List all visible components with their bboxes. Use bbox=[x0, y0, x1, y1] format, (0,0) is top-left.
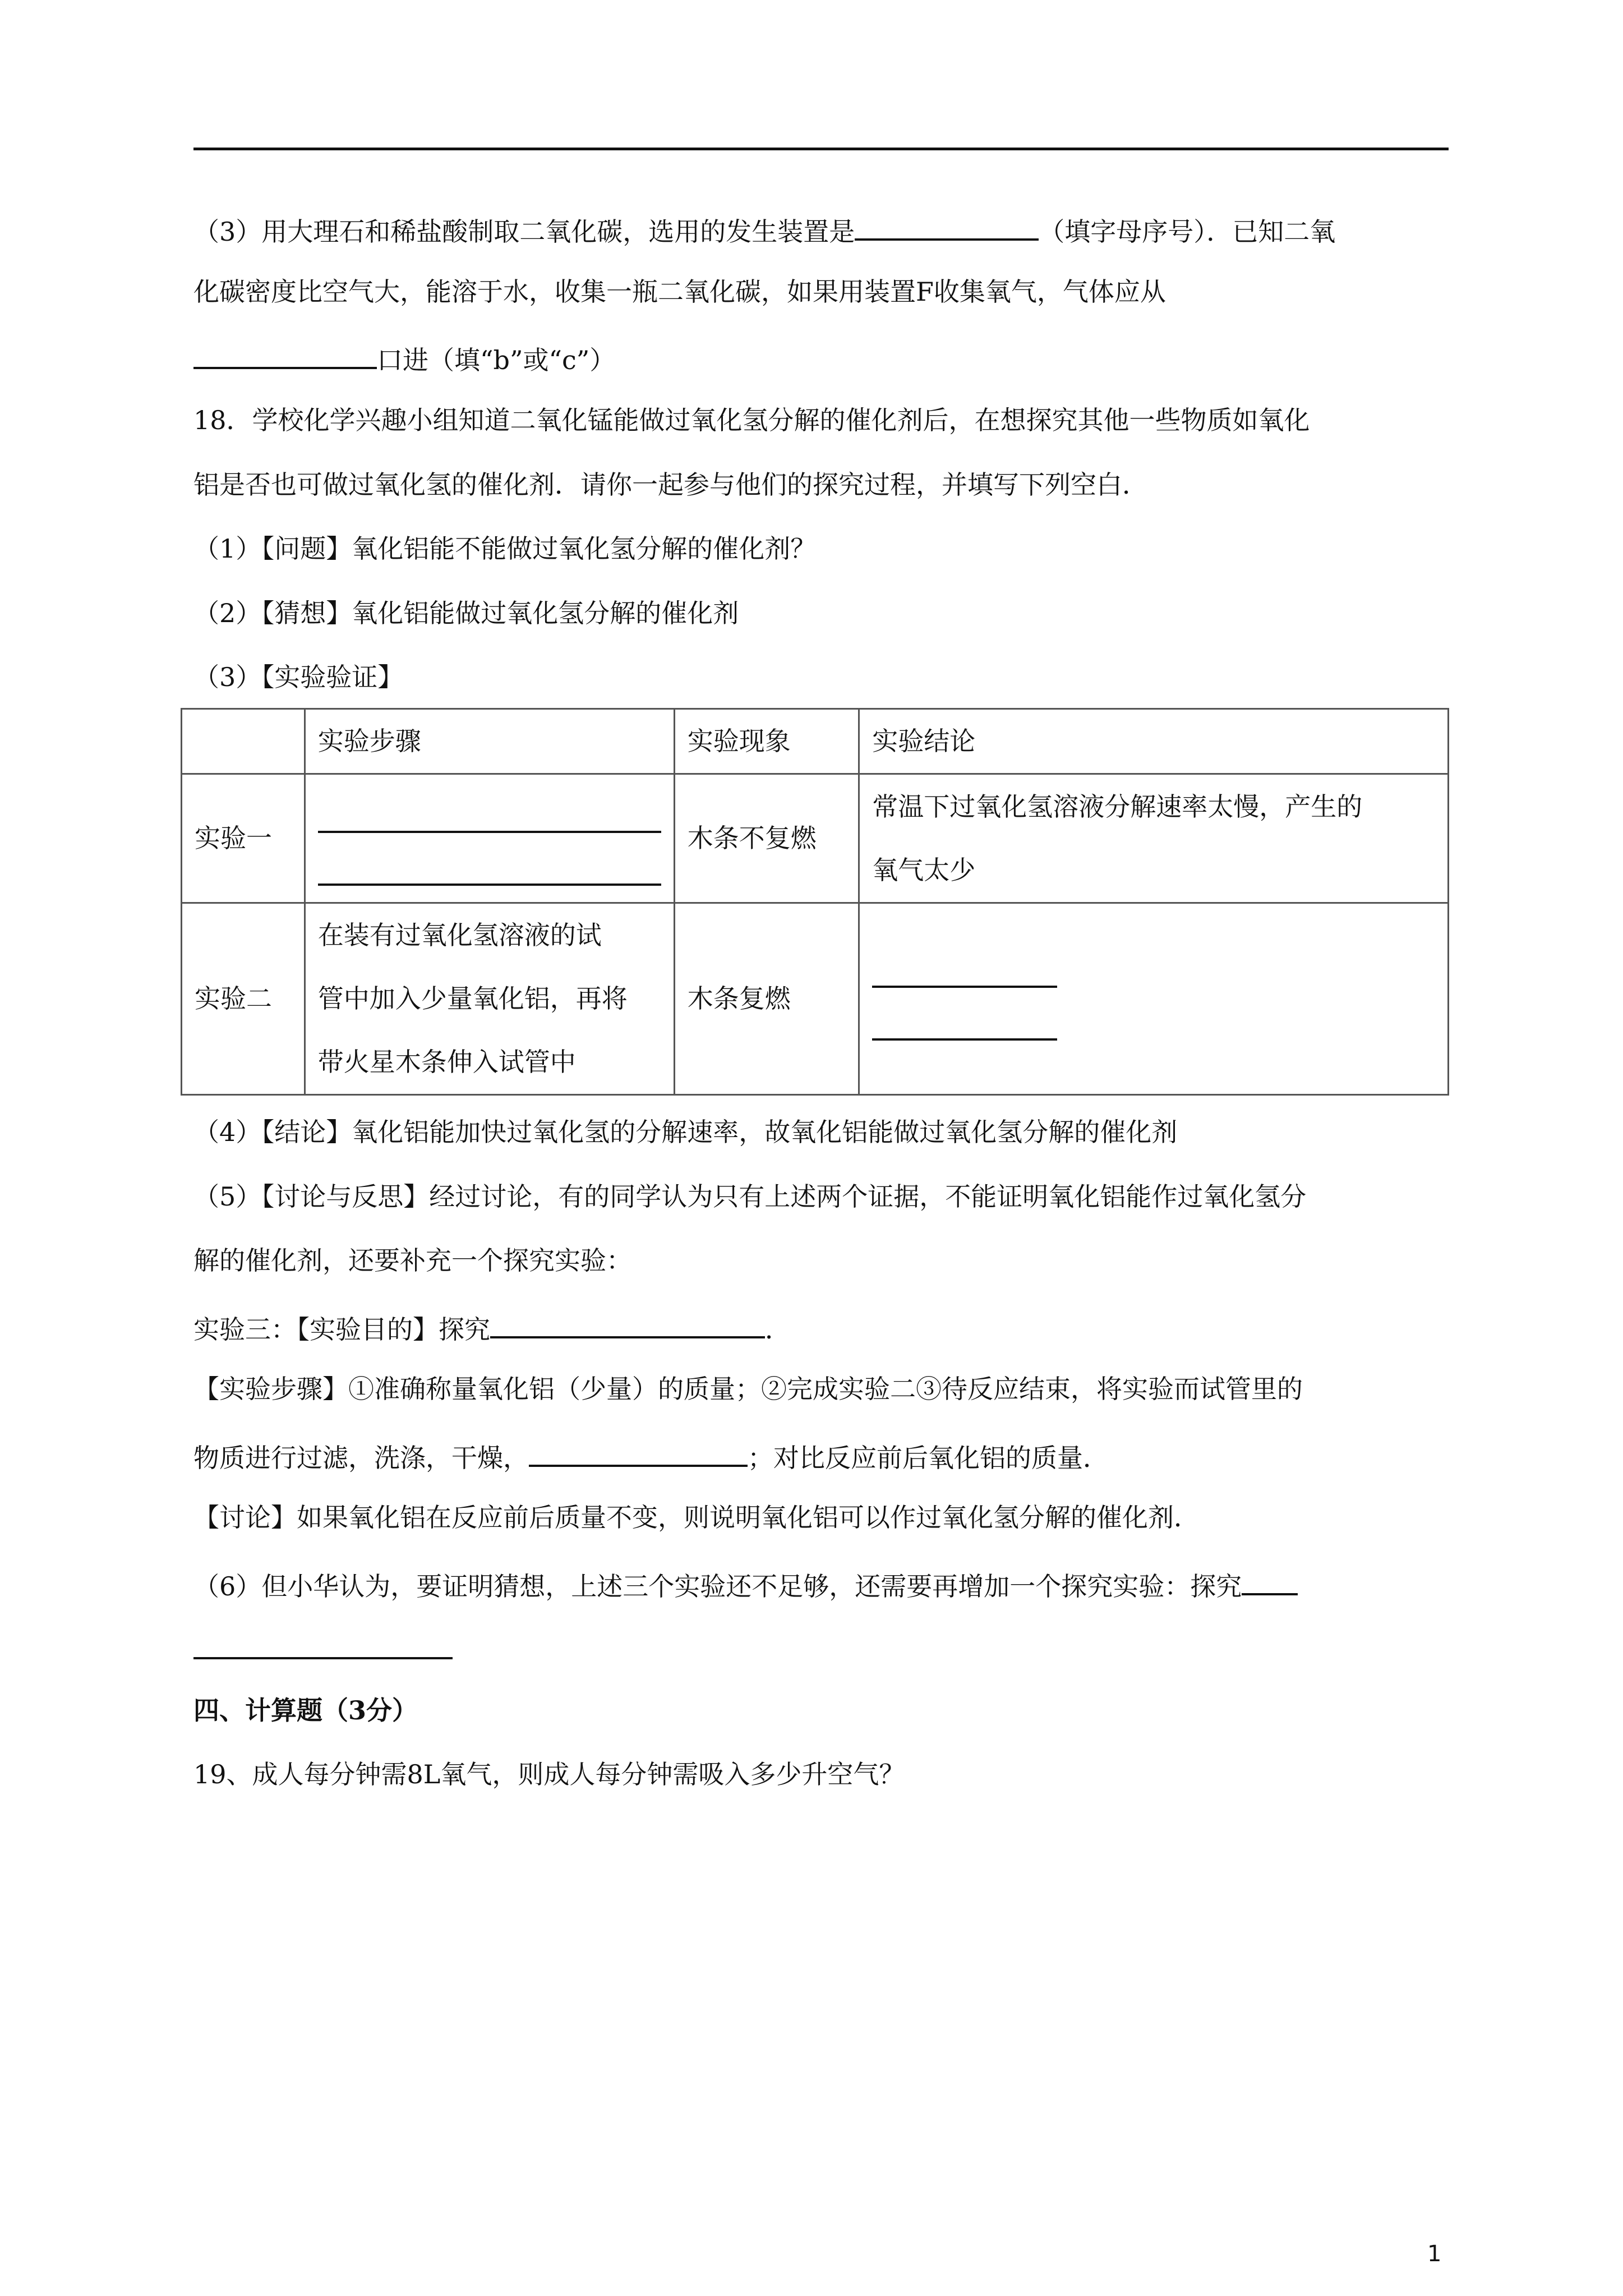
answer-blank[interactable] bbox=[529, 1437, 748, 1467]
q18-question: （1）【问题】氧化铝能不能做过氧化氢分解的催化剂？ bbox=[193, 533, 817, 564]
q18-discussion-line2: 解的催化剂，还要补充一个探究实验： bbox=[193, 1245, 632, 1276]
table-header-cell bbox=[182, 709, 305, 774]
step-cell: 在装有过氧化氢溶液的试 管中加入少量氧化铝，再将 带火星木条伸入试管中 bbox=[305, 903, 674, 1095]
q18-exp3-purpose: 实验三：【实验目的】探究 ． bbox=[193, 1308, 791, 1346]
answer-blank[interactable] bbox=[855, 210, 1039, 241]
experiment-table bbox=[181, 708, 1449, 1096]
phenomenon-cell: 木条不复燃 bbox=[674, 774, 859, 903]
q17-part3-line2: 化碳密度比空气大，能溶于水，收集一瓶二氧化碳，如果用装置F收集氧气，气体应从 bbox=[193, 277, 1166, 307]
q18-hypothesis: （2）【猜想】氧化铝能做过氧化氢分解的催化剂 bbox=[193, 598, 739, 628]
q18-part6: （6）但小华认为，要证明猜想，上述三个实验还不足够，还需要再增加一个探究实验：探究 bbox=[193, 1565, 1298, 1603]
table-header-cell: 实验结论 bbox=[859, 709, 1449, 774]
q17-part3-line3: 口进（填“b”或“c”） bbox=[193, 339, 615, 377]
step-cell bbox=[305, 774, 674, 903]
answer-blank[interactable] bbox=[193, 1629, 453, 1659]
header-rule bbox=[193, 148, 1449, 150]
row-label: 实验二 bbox=[182, 903, 305, 1095]
answer-blank[interactable] bbox=[490, 1308, 765, 1338]
table-header-row bbox=[182, 709, 1449, 774]
table-header-cell: 实验现象 bbox=[674, 709, 859, 774]
answer-blank[interactable] bbox=[872, 1005, 1057, 1041]
answer-blank[interactable] bbox=[872, 952, 1057, 988]
page-number: 1 bbox=[1427, 2241, 1442, 2267]
table-header-cell: 实验步骤 bbox=[305, 709, 674, 774]
q18-intro-line2: 铝是否也可做过氧化氢的催化剂．请你一起参与他们的探究过程，并填写下列空白． bbox=[193, 470, 1148, 500]
q18-steps-line2: 物质进行过滤，洗涤，干燥， ；对比反应前后氧化铝的质量． bbox=[193, 1437, 1109, 1475]
conclusion-cell: 常温下过氧化氢溶液分解速率太慢，产生的 氧气太少 bbox=[859, 774, 1449, 903]
section-heading: 四、计算题（3分） bbox=[193, 1695, 418, 1726]
conclusion-cell bbox=[859, 903, 1449, 1095]
q18-steps-line1: 【实验步骤】①准确称量氧化铝（少量）的质量；②完成实验二③待反应结束，将实验而试管里的 bbox=[193, 1374, 1303, 1404]
answer-blank[interactable] bbox=[318, 850, 661, 886]
q18-discuss: 【讨论】如果氧化铝在反应前后质量不变，则说明氧化铝可以作过氧化氢分解的催化剂． bbox=[193, 1502, 1200, 1533]
table-row bbox=[182, 903, 1449, 1095]
answer-blank[interactable] bbox=[1242, 1565, 1298, 1595]
table-row bbox=[182, 774, 1449, 903]
answer-blank[interactable] bbox=[193, 339, 377, 369]
q18-verification-heading: （3）【实验验证】 bbox=[193, 662, 404, 692]
q18-part6-continued bbox=[193, 1629, 453, 1667]
answer-blank[interactable] bbox=[318, 797, 661, 833]
q19-text: 19、成人每分钟需8L氧气，则成人每分钟需吸入多少升空气？ bbox=[193, 1759, 905, 1789]
row-label: 实验一 bbox=[182, 774, 305, 903]
phenomenon-cell: 木条复燃 bbox=[674, 903, 859, 1095]
q18-intro-line1: 18．学校化学兴趣小组知道二氧化锰能做过氧化氢分解的催化剂后，在想探究其他一些物质如氧化 bbox=[193, 405, 1310, 435]
q18-conclusion: （4）【结论】氧化铝能加快过氧化氢的分解速率，故氧化铝能做过氧化氢分解的催化剂 bbox=[193, 1117, 1178, 1147]
q17-part3-line1: （3）用大理石和稀盐酸制取二氧化碳，选用的发生装置是 （填字母序号）．已知二氧 bbox=[193, 210, 1335, 249]
q18-discussion-line1: （5）【讨论与反思】经过讨论，有的同学认为只有上述两个证据，不能证明氧化铝能作过氧化氢分 bbox=[193, 1181, 1307, 1212]
